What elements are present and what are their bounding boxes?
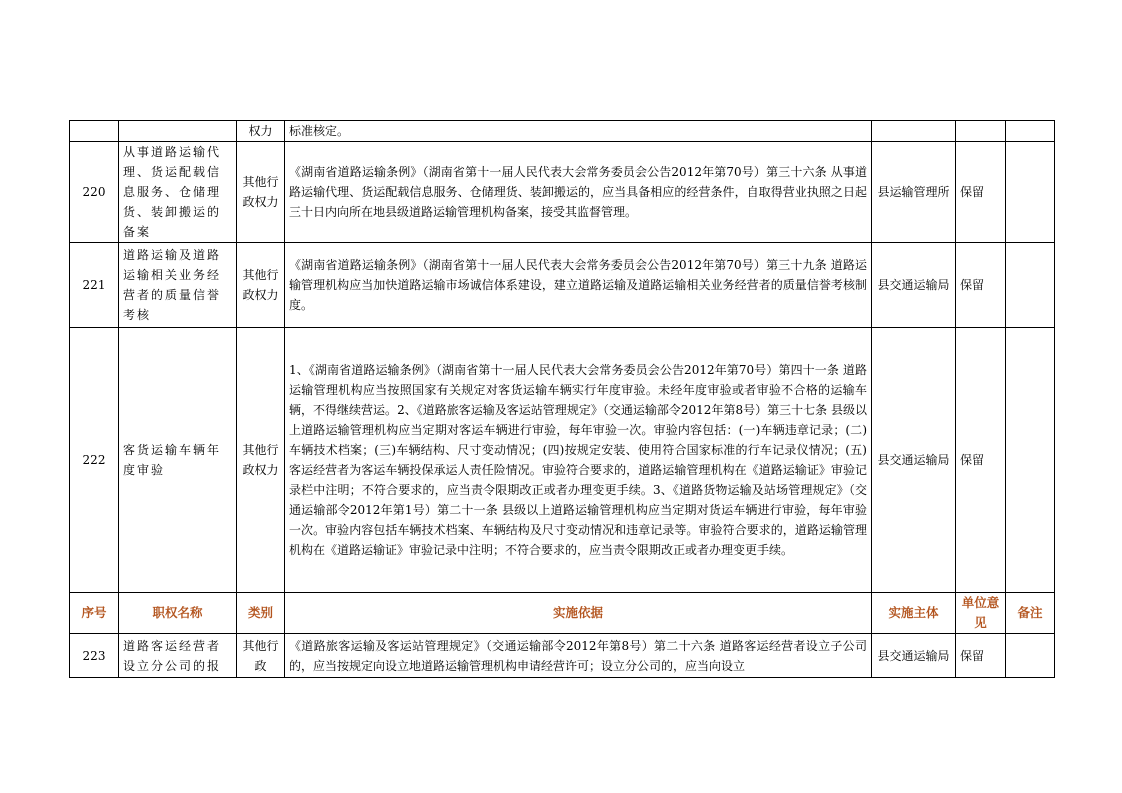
note-cell <box>1006 243 1055 328</box>
power-name-cell <box>119 121 237 142</box>
table-row <box>70 142 1055 243</box>
header-category: 类别 <box>237 593 285 634</box>
opinion-cell: 保留 <box>956 328 1006 593</box>
subject-cell <box>872 121 956 142</box>
basis-cell: 《道路旅客运输及客运站管理规定》（交通运输部令2012年第8号）第二十六条 道路客运经营者设立子公司的，应当按规定向设立地道路运输管理机构申请经营许可；设立分公司的，应当向设立 <box>285 634 872 678</box>
header-seq: 序号 <box>70 593 119 634</box>
header-basis: 实施依据 <box>285 593 872 634</box>
power-name-cell: 道路客运经营者设立分公司的报 <box>119 634 237 678</box>
subject-cell: 县运输管理所 <box>872 142 956 243</box>
power-name-cell: 从事道路运输代理、货运配载信息服务、仓储理货、装卸搬运的备案 <box>119 142 237 243</box>
table-row <box>70 328 1055 593</box>
header-power-name: 职权名称 <box>119 593 237 634</box>
opinion-cell: 保留 <box>956 243 1006 328</box>
note-cell <box>1006 142 1055 243</box>
basis-cell: 《湖南省道路运输条例》（湖南省第十一届人民代表大会常务委员会公告2012年第70号）第三十九条 道路运输管理机构应当加快道路运输市场诚信体系建设，建立道路运输及道路运输相关业务经营者的质量信誉考核制度。 <box>285 243 872 328</box>
basis-cell: 1、《湖南省道路运输条例》（湖南省第十一届人民代表大会常务委员会公告2012年第70号）第四十一条 道路运输管理机构应当按照国家有关规定对客货运输车辆实行年度审验。未经年度审验或者审验不合格的运输车辆，不得继续营运。2、《道路旅客运输及客运站管理规定》（交通运输部令2012年第8号）第三十七条 县级以上道路运输管理机构应当定期对客运车辆进行审验，每年审验一次。审验内容包括：(一)车辆违章记录；(二)车辆技术档案；(三)车辆结构、尺寸变动情况；(四)按规定安装、使用符合国家标准的行车记录仪情况；(五)客运经营者为客运车辆投保承运人责任险情况。审验符合要求的，道路运输管理机构在《道路运输证》审验记录栏中注明；不符合要求的，应当责令限期改正或者办理变更手续。3、《道路货物运输及站场管理规定》（交通运输部令2012年第1号）第二十一条 县级以上道路运输管理机构应当定期对货运车辆进行审验，每年审验一次。审验内容包括车辆技术档案、车辆结构及尺寸变动情况和违章记录等。审验符合要求的，道路运输管理机构在《道路运输证》审验记录中注明；不符合要求的，应当责令限期改正或者办理变更手续。 <box>285 328 872 593</box>
seq-cell: 221 <box>70 243 119 328</box>
note-cell <box>1006 634 1055 678</box>
table-row <box>70 243 1055 328</box>
category-cell: 其他行政权力 <box>237 328 285 593</box>
seq-cell: 220 <box>70 142 119 243</box>
subject-cell: 县交通运输局 <box>872 243 956 328</box>
seq-cell <box>70 121 119 142</box>
header-opinion: 单位意见 <box>956 593 1006 634</box>
table-header-row <box>70 593 1055 634</box>
note-cell <box>1006 328 1055 593</box>
basis-cell: 《湖南省道路运输条例》（湖南省第十一届人民代表大会常务委员会公告2012年第70号）第三十六条 从事道路运输代理、货运配载信息服务、仓储理货、装卸搬运的，应当具备相应的经营条件，自取得营业执照之日起三十日内向所在地县级道路运输管理机构备案，接受其监督管理。 <box>285 142 872 243</box>
category-cell: 其他行政权力 <box>237 243 285 328</box>
subject-cell: 县交通运输局 <box>872 328 956 593</box>
note-cell <box>1006 121 1055 142</box>
category-cell: 其他行政 <box>237 634 285 678</box>
table-row <box>70 121 1055 142</box>
seq-cell: 222 <box>70 328 119 593</box>
power-list-table <box>69 120 1055 678</box>
seq-cell: 223 <box>70 634 119 678</box>
opinion-cell: 保留 <box>956 142 1006 243</box>
category-cell: 权力 <box>237 121 285 142</box>
header-note: 备注 <box>1006 593 1055 634</box>
basis-cell: 标准核定。 <box>285 121 872 142</box>
opinion-cell <box>956 121 1006 142</box>
category-cell: 其他行政权力 <box>237 142 285 243</box>
power-name-cell: 客货运输车辆年度审验 <box>119 328 237 593</box>
power-name-cell: 道路运输及道路运输相关业务经营者的质量信誉考核 <box>119 243 237 328</box>
table-row <box>70 634 1055 678</box>
opinion-cell: 保留 <box>956 634 1006 678</box>
header-subject: 实施主体 <box>872 593 956 634</box>
subject-cell: 县交通运输局 <box>872 634 956 678</box>
